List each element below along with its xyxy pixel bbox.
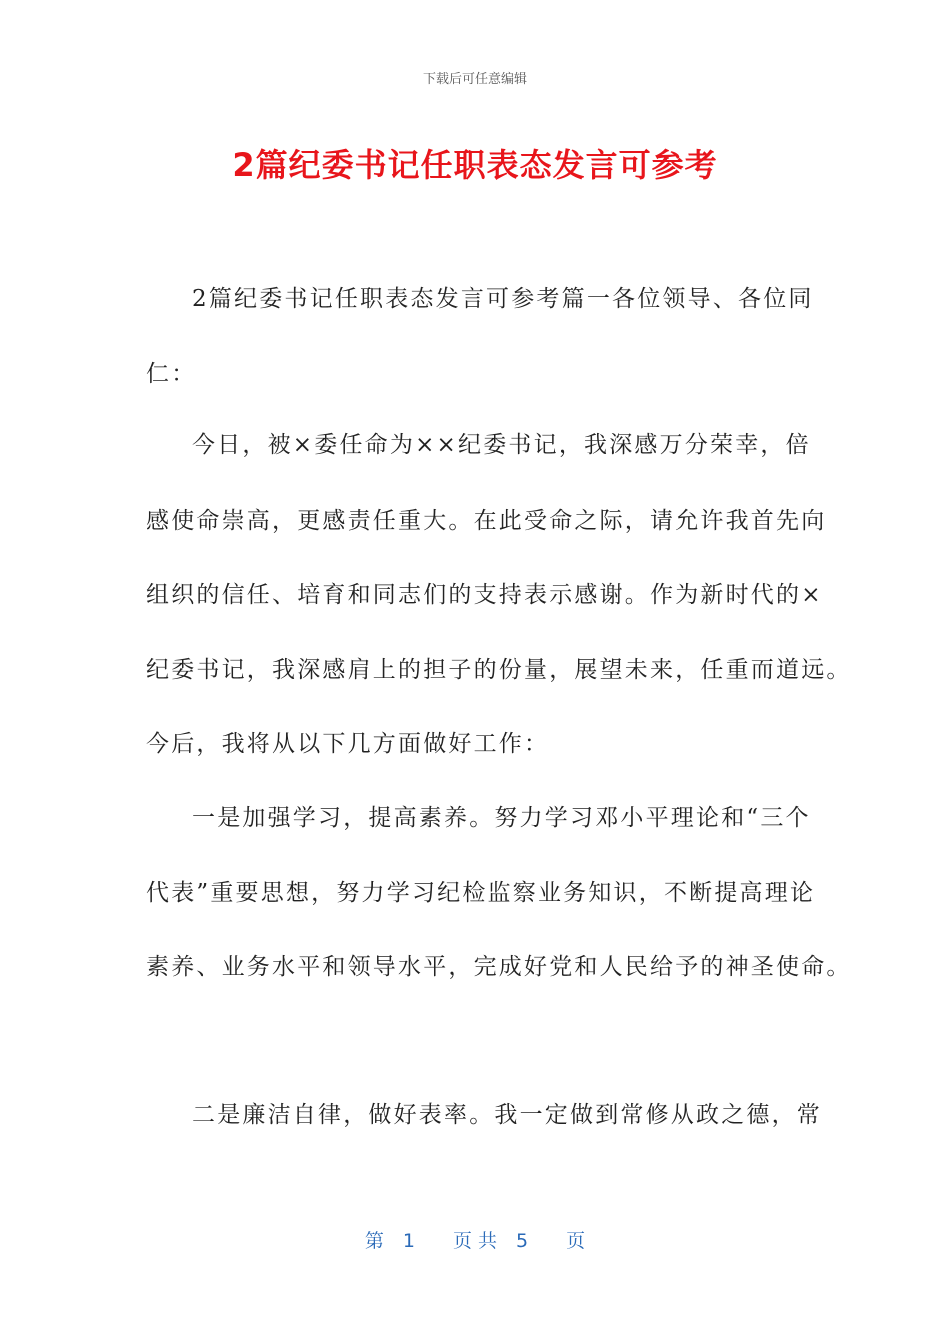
body-line-6: 纪委书记，我深感肩上的担子的份量，展望未来，任重而道远。 xyxy=(146,657,852,683)
document-title: 2篇纪委书记任职表态发言可参考 xyxy=(232,146,718,184)
body-line-10: 素养、业务水平和领导水平，完成好党和人民给予的神圣使命。 xyxy=(146,954,852,980)
header-note: 下载后可任意编辑 xyxy=(422,72,527,87)
body-line-3: 今日，被×委任命为××纪委书记，我深感万分荣幸，倍 xyxy=(192,432,811,458)
body-line-7: 今后，我将从以下几方面做好工作： xyxy=(146,731,550,757)
body-line-11: 二是廉洁自律，做好表率。我一定做到常修从政之德，常 xyxy=(192,1102,822,1128)
body-line-5: 组织的信任、培育和同志们的支持表示感谢。作为新时代的× xyxy=(146,582,823,608)
body-line-1: 2篇纪委书记任职表态发言可参考篇一各位领导、各位同 xyxy=(192,286,814,312)
body-line-9: 代表”重要思想，努力学习纪检监察业务知识，不断提高理论 xyxy=(146,880,816,906)
page-number-footer: 第 1 页 共 5 页 xyxy=(364,1230,586,1252)
body-line-8: 一是加强学习，提高素养。努力学习邓小平理论和“三个 xyxy=(192,805,811,831)
body-line-2: 仁： xyxy=(146,361,197,387)
body-line-4: 感使命崇高，更感责任重大。在此受命之际，请允许我首先向 xyxy=(146,508,827,534)
